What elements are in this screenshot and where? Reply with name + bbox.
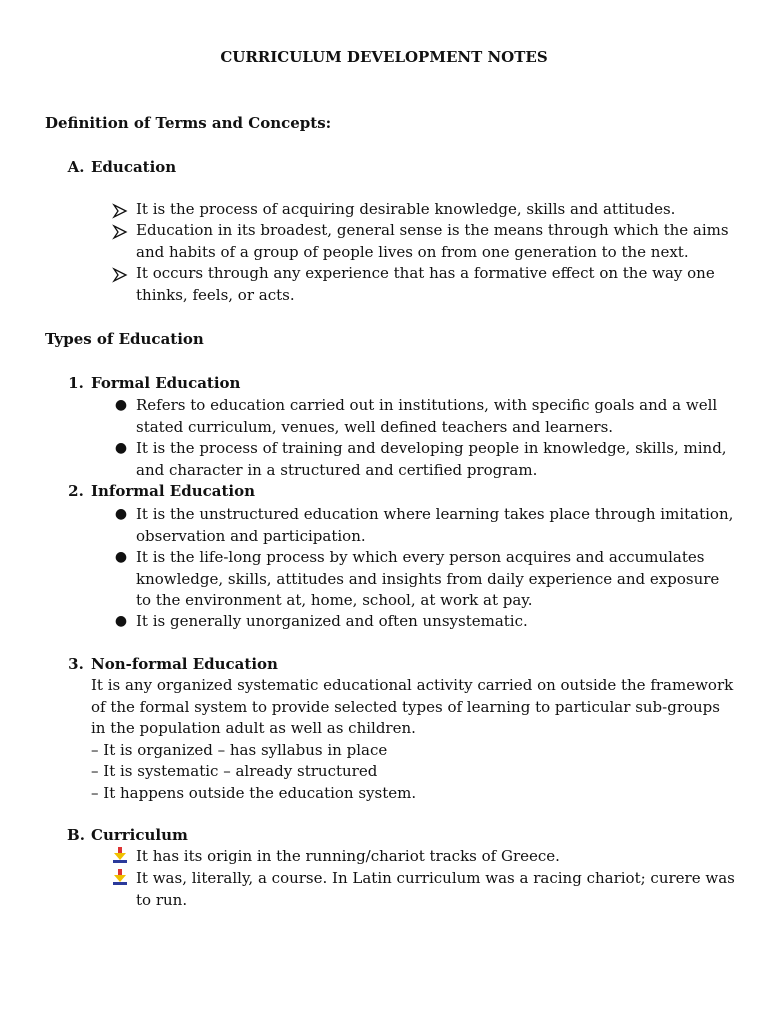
informal-heading: Informal Education	[91, 482, 256, 500]
bullet-icon: ●	[114, 613, 128, 629]
definitions-heading: Definition of Terms and Concepts:	[45, 114, 332, 132]
section-a-heading: Education	[91, 158, 177, 176]
list-item: Refers to education carried out in institutions, with specific goals and a well stated curriculum, venues, well defined teachers and learners.	[136, 396, 718, 436]
list-item: Education in its broadest, general sense is the means through which the aims and habits of a group of people lives on from one generation to the next.	[136, 221, 729, 261]
types-heading: Types of Education	[45, 330, 204, 348]
section-a-marker: A.	[67, 158, 85, 176]
list-item: It is the unstructured education where learning takes place through imitation, observation and participation.	[136, 505, 734, 545]
formal-heading: Formal Education	[91, 374, 241, 392]
list-item: It is the process of acquiring desirable knowledge, skills and attitudes.	[136, 200, 676, 218]
list-item: It was, literally, a course. In Latin curriculum was a racing chariot; curere was to run.	[136, 869, 735, 909]
section-b-marker: B.	[67, 826, 85, 844]
informal-marker: 2.	[68, 482, 84, 500]
bullet-icon: ●	[114, 549, 128, 565]
fancy-arrow-bullet-icon	[113, 869, 127, 885]
arrow-bullet-icon	[112, 224, 128, 240]
bullet-icon: ●	[114, 440, 128, 456]
document-title: CURRICULUM DEVELOPMENT NOTES	[220, 48, 548, 66]
bullet-icon: ●	[114, 506, 128, 522]
arrow-bullet-icon	[112, 267, 128, 283]
formal-marker: 1.	[68, 374, 84, 392]
nonformal-heading: Non-formal Education	[91, 655, 278, 673]
section-b-heading: Curriculum	[91, 826, 188, 844]
fancy-arrow-bullet-icon	[113, 847, 127, 863]
bullet-icon: ●	[114, 397, 128, 413]
arrow-bullet-icon	[112, 203, 128, 219]
list-item: It is generally unorganized and often unsystematic.	[136, 612, 528, 630]
nonformal-marker: 3.	[68, 655, 84, 673]
list-item: It has its origin in the running/chariot tracks of Greece.	[136, 847, 560, 865]
list-item: It occurs through any experience that has a formative effect on the way one thinks, feels, or acts.	[136, 264, 715, 304]
nonformal-paragraph: It is any organized systematic educational activity carried on outside the framework of the formal system to provide selected types of learning to particular sub-groups in the population adult as well as children. – It is organized – has syllabus in place – It is systematic – already structured – It happens outside the education system.	[91, 676, 734, 802]
list-item: It is the process of training and developing people in knowledge, skills, mind, and character in a structured and certified program.	[136, 439, 727, 479]
list-item: It is the life-long process by which every person acquires and accumulates knowledge, skills, attitudes and insights from daily experience and exposure to the environment at, home, school, at work at pay.	[136, 548, 720, 609]
